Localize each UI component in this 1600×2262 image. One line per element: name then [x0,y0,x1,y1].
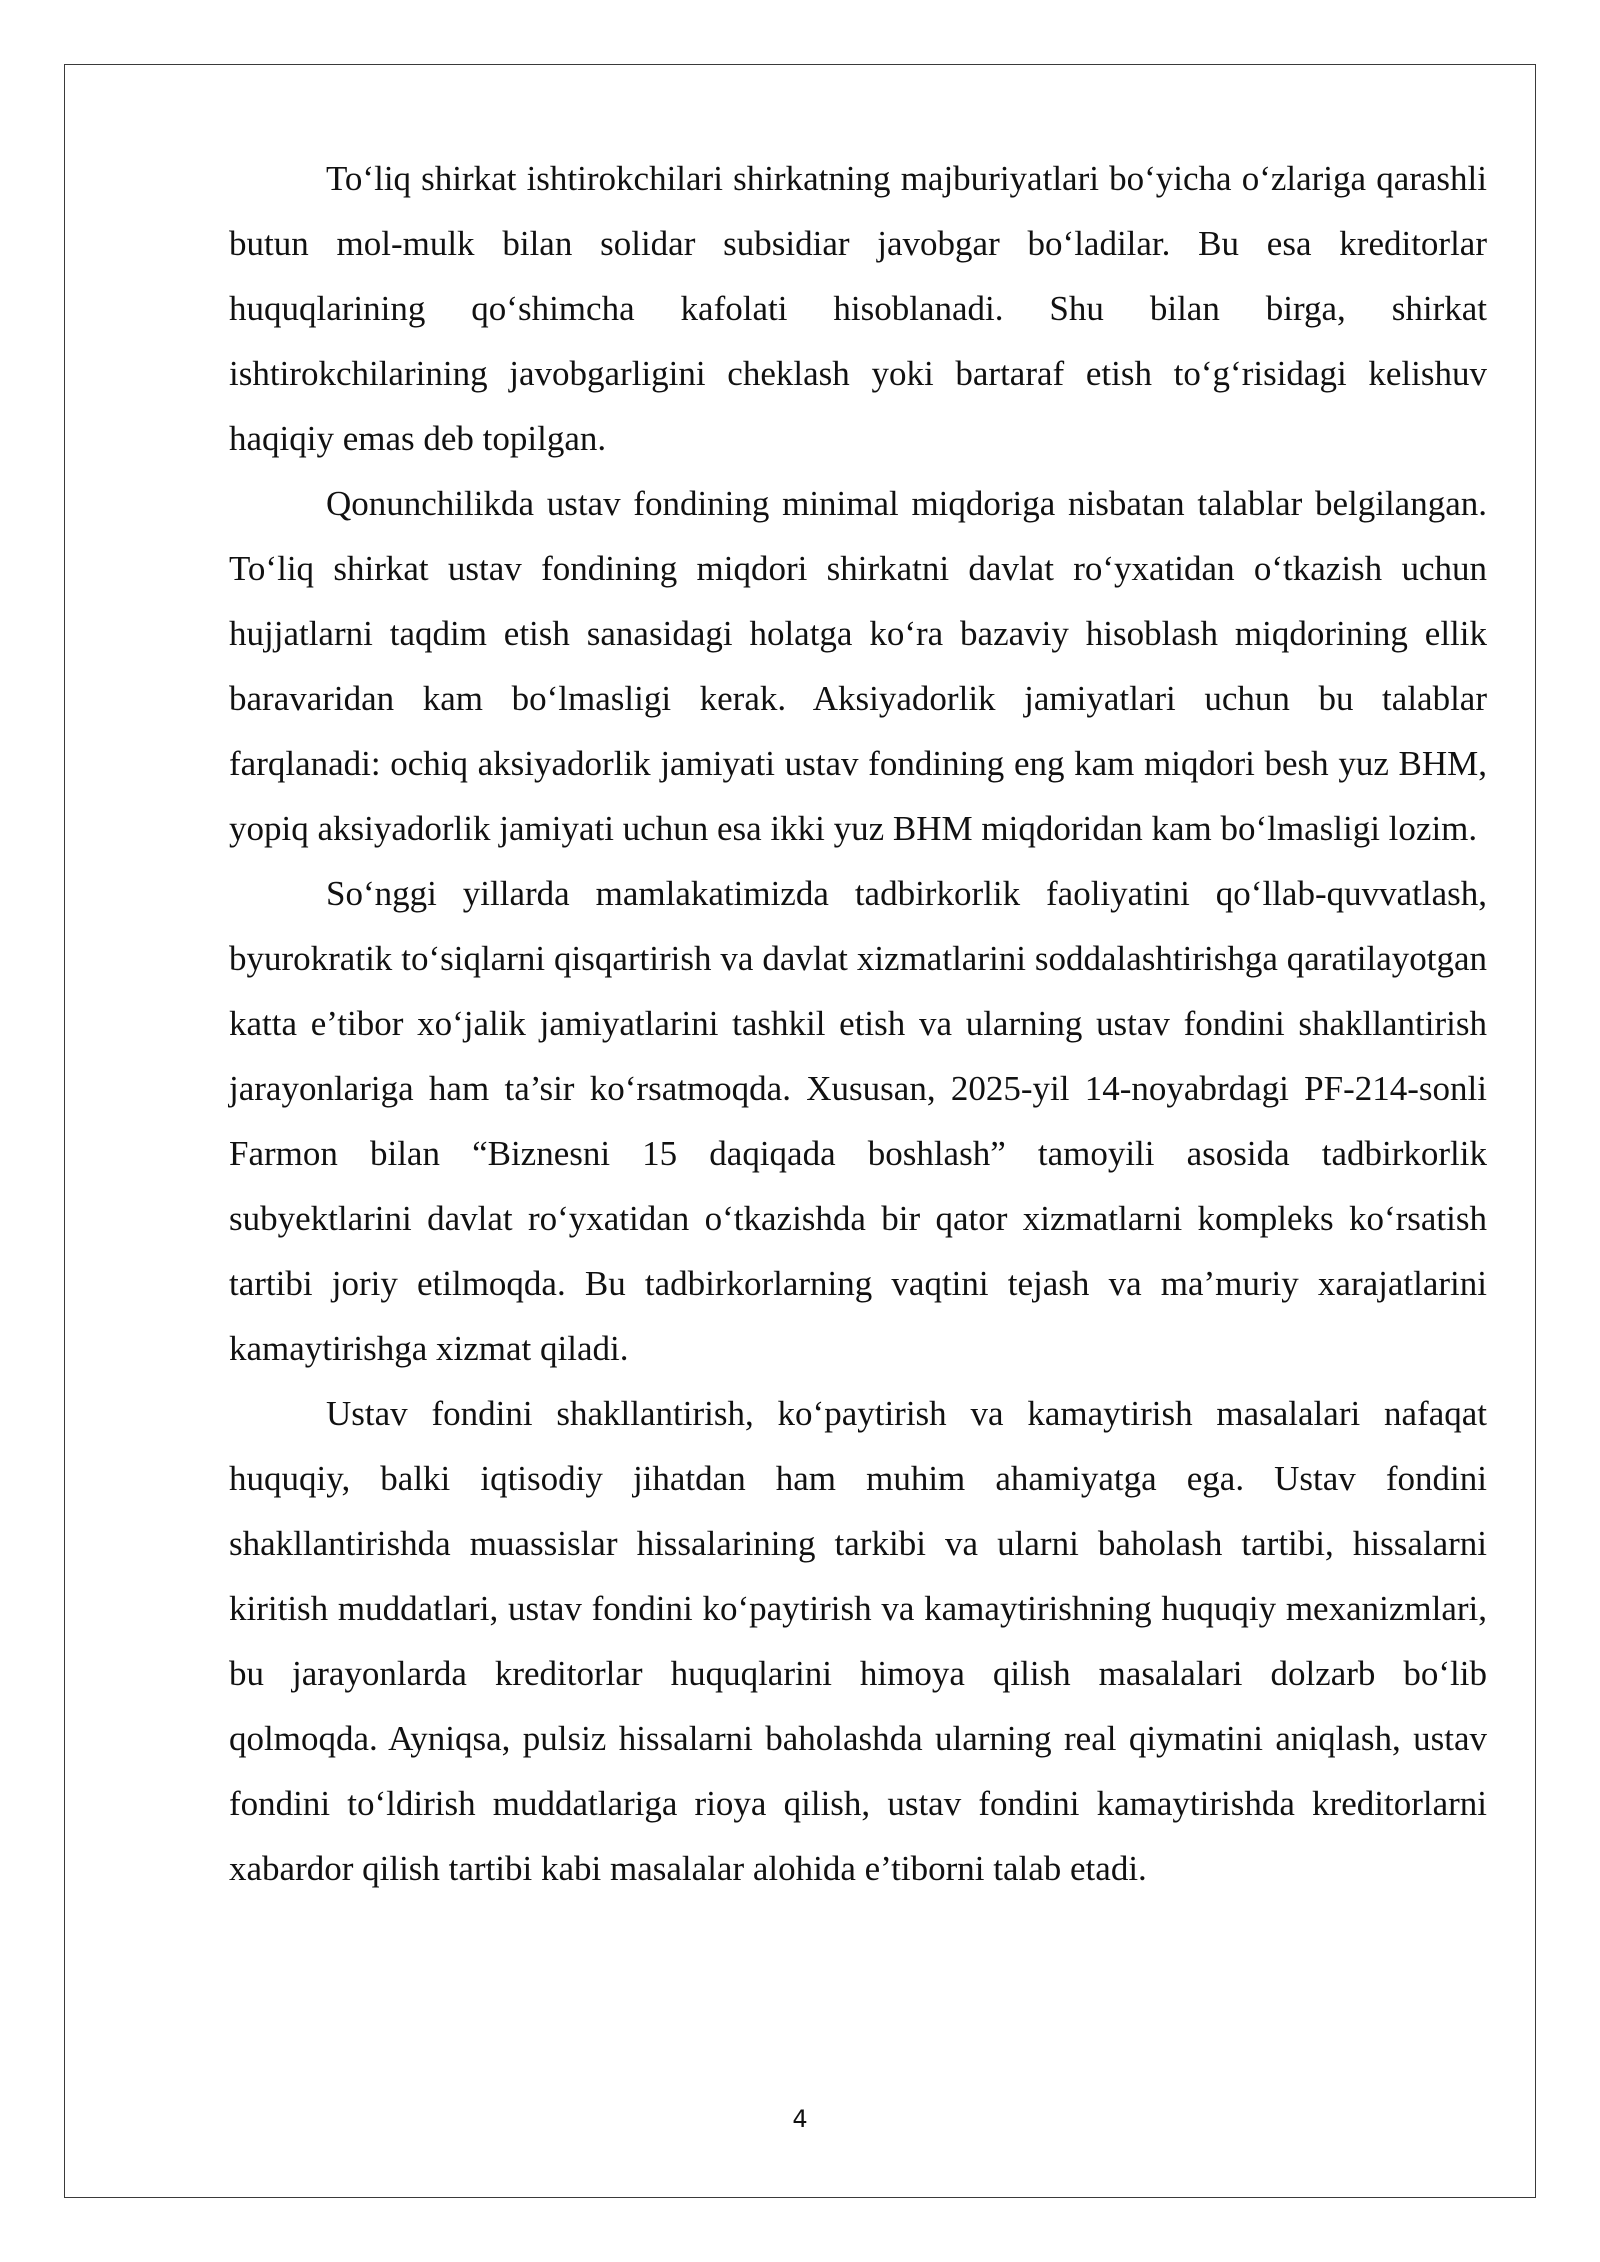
page-number: 4 [792,2105,808,2133]
paragraph: Qonunchilikda ustav fondining minimal miqdoriga nisbatan talablar belgilangan. To‘liq shirkat ustav fondining miqdori shirkatni davlat ro‘yxatidan o‘tkazish uchun hujjatlarni taqdim etish sanasidagi holatga ko‘ra bazaviy hisoblash miqdorining ellik baravaridan kam bo‘lmasligi kerak. Aksiyadorlik jamiyatlari uchun bu talablar farqlanadi: ochiq aksiyadorlik jamiyati ustav fondining eng kam miqdori besh yuz BHM, yopiq aksiyadorlik jamiyati uchun esa ikki yuz BHM miqdoridan kam bo‘lmasligi lozim. [229,484,1487,848]
document-body [229,146,1487,1901]
paragraph: Ustav fondini shakllantirish, ko‘paytirish va kamaytirish masalalari nafaqat huquqiy, balki iqtisodiy jihatdan ham muhim ahamiyatga ega. Ustav fondini shakllantirishda muassislar hissalarining tarkibi va ularni baholash tartibi, hissalarni kiritish muddatlari, ustav fondini ko‘paytirish va kamaytirishning huquqiy mexanizmlari, bu jarayonlarda kreditorlar huquqlarini himoya qilish masalalari dolzarb bo‘lib qolmoqda. Ayniqsa, pulsiz hissalarni baholashda ularning real qiymatini aniqlash, ustav fondini to‘ldirish muddatlariga rioya qilish, ustav fondini kamaytirishda kreditorlarni xabardor qilish tartibi kabi masalalar alohida e’tiborni talab etadi. [229,1394,1487,1888]
paragraph: To‘liq shirkat ishtirokchilari shirkatning majburiyatlari bo‘yicha o‘zlariga qarashli butun mol-mulk bilan solidar subsidiar javobgar bo‘ladilar. Bu esa kreditorlar huquqlarining qo‘shimcha kafolati hisoblanadi. Shu bilan birga, shirkat ishtirokchilarining javobgarligini cheklash yoki bartaraf etish to‘g‘risidagi kelishuv haqiqiy emas deb topilgan. [229,159,1487,458]
paragraph: So‘nggi yillarda mamlakatimizda tadbirkorlik faoliyatini qo‘llab-quvvatlash, byurokratik to‘siqlarni qisqartirish va davlat xizmatlarini soddalashtirishga qaratilayotgan katta e’tibor xo‘jalik jamiyatlarini tashkil etish va ularning ustav fondini shakllantirish jarayonlariga ham ta’sir ko‘rsatmoqda. Xususan, 2025-yil 14-noyabrdagi PF-214-sonli Farmon bilan “Biznesni 15 daqiqada boshlash” tamoyili asosida tadbirkorlik subyektlarini davlat ro‘yxatidan o‘tkazishda bir qator xizmatlarni kompleks ko‘rsatish tartibi joriy etilmoqda. Bu tadbirkorlarning vaqtini tejash va ma’muriy xarajatlarini kamaytirishga xizmat qiladi. [229,874,1487,1368]
